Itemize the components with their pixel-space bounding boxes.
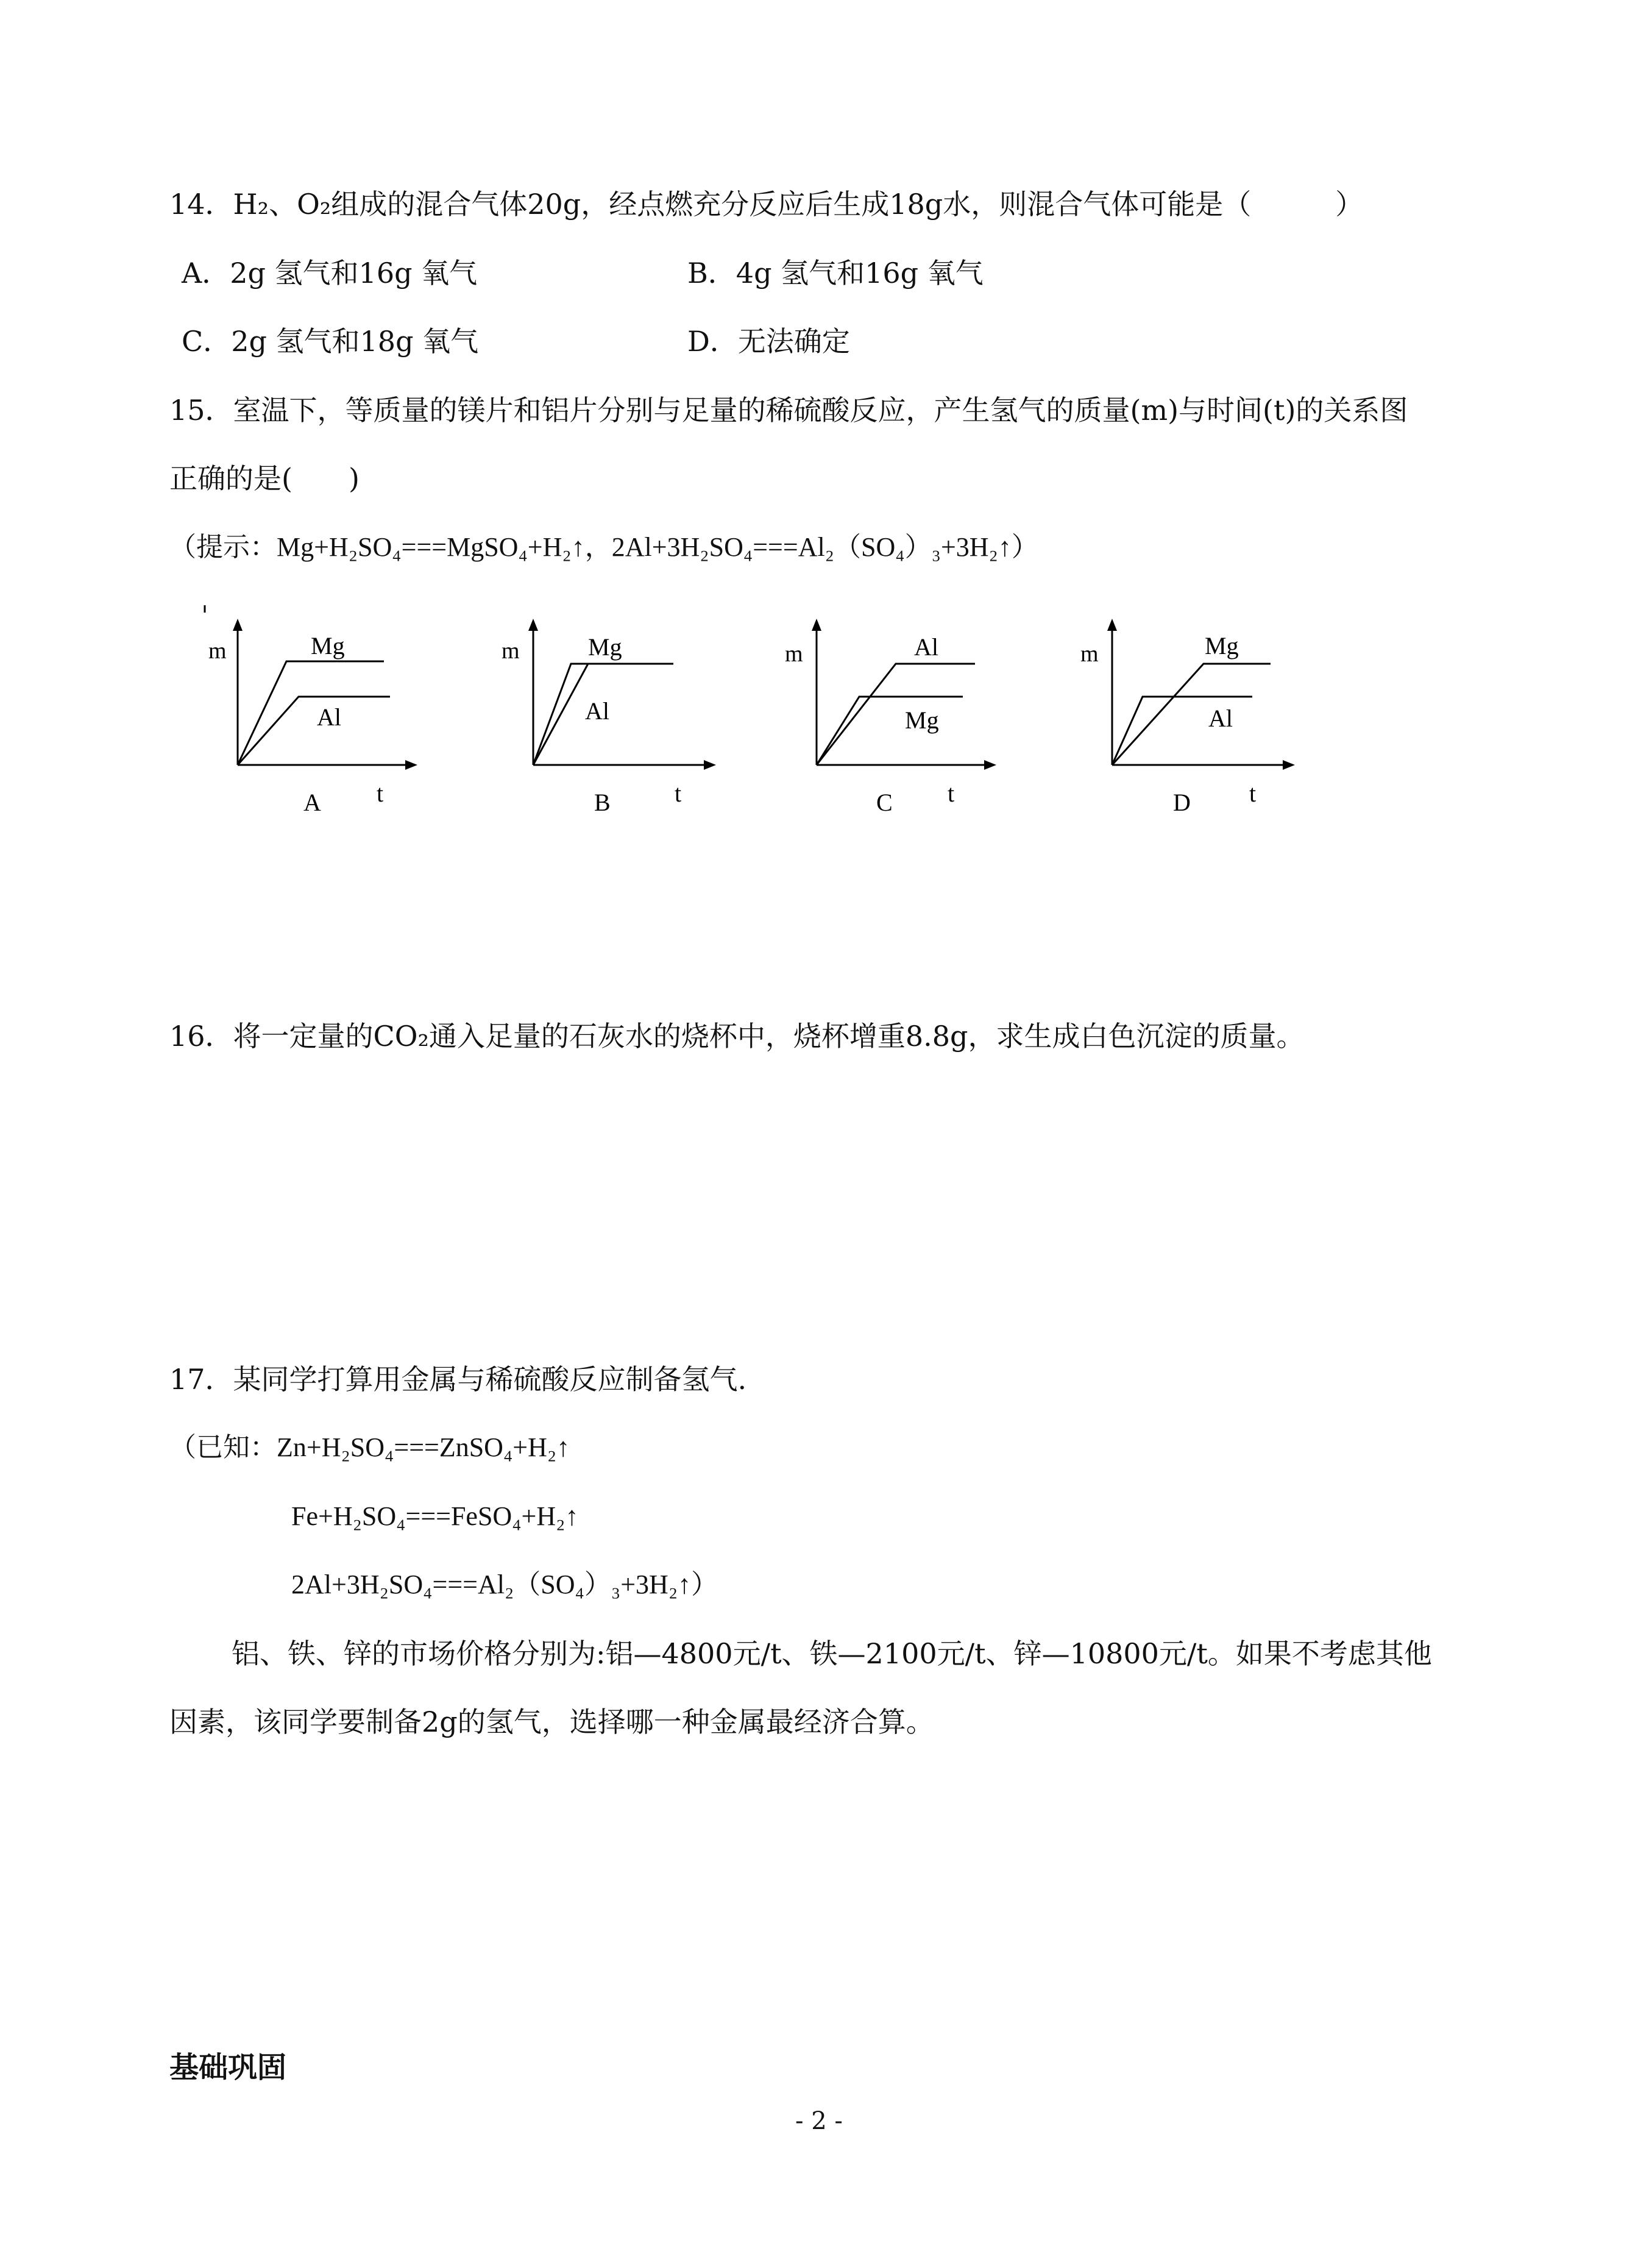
graph-d-series-upper: Mg bbox=[1205, 632, 1239, 659]
section-title: 基础巩固 bbox=[169, 2050, 287, 2085]
graph-c-series-lower: Mg bbox=[905, 706, 939, 734]
q14-option-b: B．4g 氢气和16g 氧气 bbox=[687, 257, 984, 290]
graph-d-x-label: t bbox=[1249, 780, 1257, 807]
q14-option-d: D．无法确定 bbox=[687, 325, 850, 358]
graph-c-y-label: m bbox=[785, 641, 803, 667]
graph-b bbox=[497, 600, 753, 832]
q17-stem: 17．某同学打算用金属与稀硫酸反应制备氢气. bbox=[169, 1363, 747, 1396]
page-number: - 2 - bbox=[795, 2107, 843, 2135]
graph-c-series-upper: Al bbox=[914, 633, 938, 661]
graph-d bbox=[1076, 600, 1331, 832]
graph-b-series-lower: Al bbox=[585, 697, 609, 725]
graph-a-series-lower: Al bbox=[317, 703, 341, 731]
graph-a-y-label: m bbox=[208, 638, 227, 664]
graph-b-x-label: t bbox=[675, 780, 682, 807]
graph-a-x-label: t bbox=[377, 780, 384, 807]
graph-d-y-label: m bbox=[1080, 641, 1099, 667]
q17-body-line2: 因素，该同学要制备2g的氢气，选择哪一种金属最经济合算。 bbox=[169, 1705, 934, 1738]
q15-stem-line2: 正确的是( ) bbox=[169, 462, 360, 495]
q17-known-3: 2Al+3H₂SO₄===Al₂（SO₄）₃+3H₂↑） bbox=[291, 1569, 718, 1599]
graph-a bbox=[201, 600, 457, 832]
graph-a-series-upper: Mg bbox=[311, 632, 345, 659]
q17-known-2: Fe+H₂SO₄===FeSO₄+H₂↑ bbox=[291, 1501, 579, 1531]
graph-c-x-label: t bbox=[948, 780, 955, 807]
q14-option-a: A．2g 氢气和16g 氧气 bbox=[182, 257, 478, 290]
q14-option-c: C．2g 氢气和18g 氧气 bbox=[182, 325, 479, 358]
q14-stem: 14．H₂、O₂组成的混合气体20g，经点燃充分反应后生成18g水，则混合气体可能是（ ） bbox=[169, 188, 1364, 221]
q15-hint: （提示：Mg+H₂SO₄===MgSO₄+H₂↑，2Al+3H₂SO₄===Al₂（SO₄）₃+3H₂↑） bbox=[169, 532, 1038, 562]
q17-known-1: （已知：Zn+H₂SO₄===ZnSO₄+H₂↑ bbox=[169, 1432, 570, 1462]
graph-d-label: D bbox=[1173, 789, 1191, 816]
graph-b-y-label: m bbox=[502, 638, 520, 664]
q16-stem: 16．将一定量的CO₂通入足量的石灰水的烧杯中，烧杯增重8.8g，求生成白色沉淀的质量。 bbox=[169, 1020, 1305, 1053]
q17-body-line1: 铝、铁、锌的市场价格分别为:铝—4800元/t、铁—2100元/t、锌—10800元/t。如果不考虑其他 bbox=[232, 1637, 1432, 1670]
graph-d-series-lower: Al bbox=[1208, 705, 1233, 732]
graph-a-label: A bbox=[303, 789, 321, 816]
graph-b-label: B bbox=[594, 789, 611, 816]
graph-b-series-upper: Mg bbox=[588, 633, 622, 661]
graph-c bbox=[780, 600, 1036, 832]
q15-stem-line1: 15．室温下，等质量的镁片和铝片分别与足量的稀硫酸反应，产生氢气的质量(m)与时间(t)的关系图 bbox=[169, 394, 1408, 427]
graph-c-label: C bbox=[876, 789, 893, 816]
